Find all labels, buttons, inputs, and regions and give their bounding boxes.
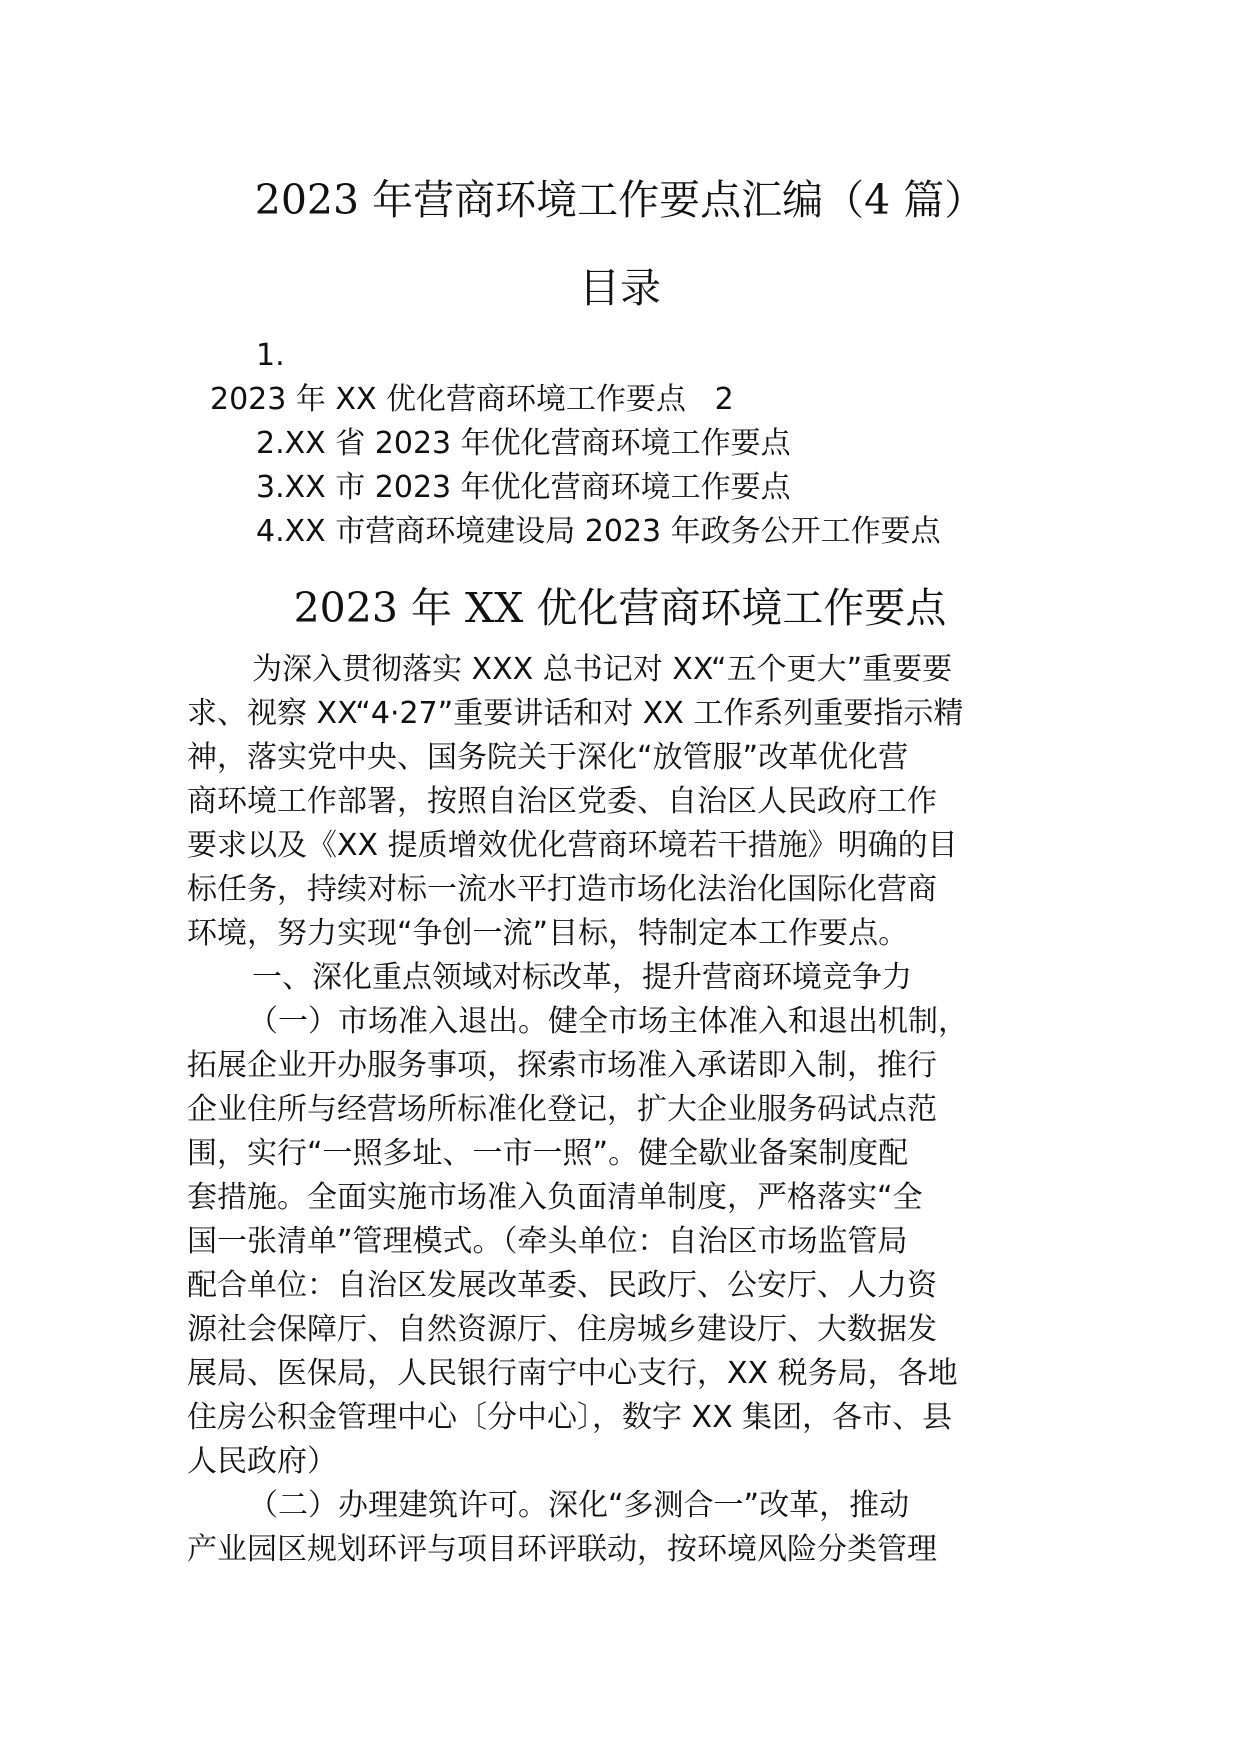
body-line: 要求以及《XX 提质增效优化营商环境若干措施》明确的目 — [187, 828, 958, 863]
body-line: 套措施。全面实施市场准入负面清单制度，严格落实“全 — [187, 1180, 923, 1215]
toc-item-1[interactable]: 2023 年 XX 优化营商环境工作要点 2 — [210, 382, 734, 417]
toc-item-1-number[interactable]: 1. — [256, 338, 285, 373]
toc-item-2[interactable]: 2.XX 省 2023 年优化营商环境工作要点 — [256, 426, 791, 461]
body-line: （二）办理建筑许可。深化“多测合一”改革，推动 — [248, 1488, 910, 1523]
body-line: 人民政府） — [187, 1444, 337, 1479]
document-title: 2023 年营商环境工作要点汇编（4 篇） — [254, 176, 986, 224]
section-heading: 一、深化重点领域对标改革，提升营商环境竞争力 — [252, 960, 912, 995]
toc-item-3[interactable]: 3.XX 市 2023 年优化营商环境工作要点 — [256, 470, 791, 505]
toc-heading: 目录 — [579, 264, 661, 312]
body-line: 国一张清单”管理模式。（牵头单位：自治区市场监管局 — [187, 1224, 908, 1259]
body-line: 住房公积金管理中心〔分中心〕，数字 XX 集团，各市、县 — [187, 1400, 953, 1435]
body-line: 配合单位：自治区发展改革委、民政厅、公安厅、人力资 — [187, 1268, 937, 1303]
body-line: 源社会保障厅、自然资源厅、住房城乡建设厅、大数据发 — [187, 1312, 937, 1347]
body-line: 企业住所与经营场所标准化登记，扩大企业服务码试点范 — [187, 1092, 937, 1127]
body-line: 围，实行“一照多址、一市一照”。健全歇业备案制度配 — [187, 1136, 909, 1171]
body-line: 拓展企业开办服务事项，探索市场准入承诺即入制，推行 — [187, 1048, 937, 1083]
section-title: 2023 年 XX 优化营商环境工作要点 — [293, 584, 947, 632]
body-line: 为深入贯彻落实 XXX 总书记对 XX“五个更大”重要要 — [252, 652, 953, 687]
body-line: 神，落实党中央、国务院关于深化“放管服”改革优化营 — [187, 740, 909, 775]
body-line: 展局、医保局，人民银行南宁中心支行，XX 税务局，各地 — [187, 1356, 958, 1391]
body-line: 标任务，持续对标一流水平打造市场化法治化国际化营商 — [187, 872, 937, 907]
body-line: 产业园区规划环评与项目环评联动，按环境风险分类管理 — [187, 1532, 937, 1567]
body-line: 环境，努力实现“争创一流”目标，特制定本工作要点。 — [187, 916, 909, 951]
body-line: 商环境工作部署，按照自治区党委、自治区人民政府工作 — [187, 784, 937, 819]
body-line: （一）市场准入退出。健全市场主体准入和退出机制， — [248, 1004, 968, 1039]
body-line: 求、视察 XX“4·27”重要讲话和对 XX 工作系列重要指示精 — [187, 696, 964, 731]
toc-item-4[interactable]: 4.XX 市营商环境建设局 2023 年政务公开工作要点 — [256, 514, 941, 549]
